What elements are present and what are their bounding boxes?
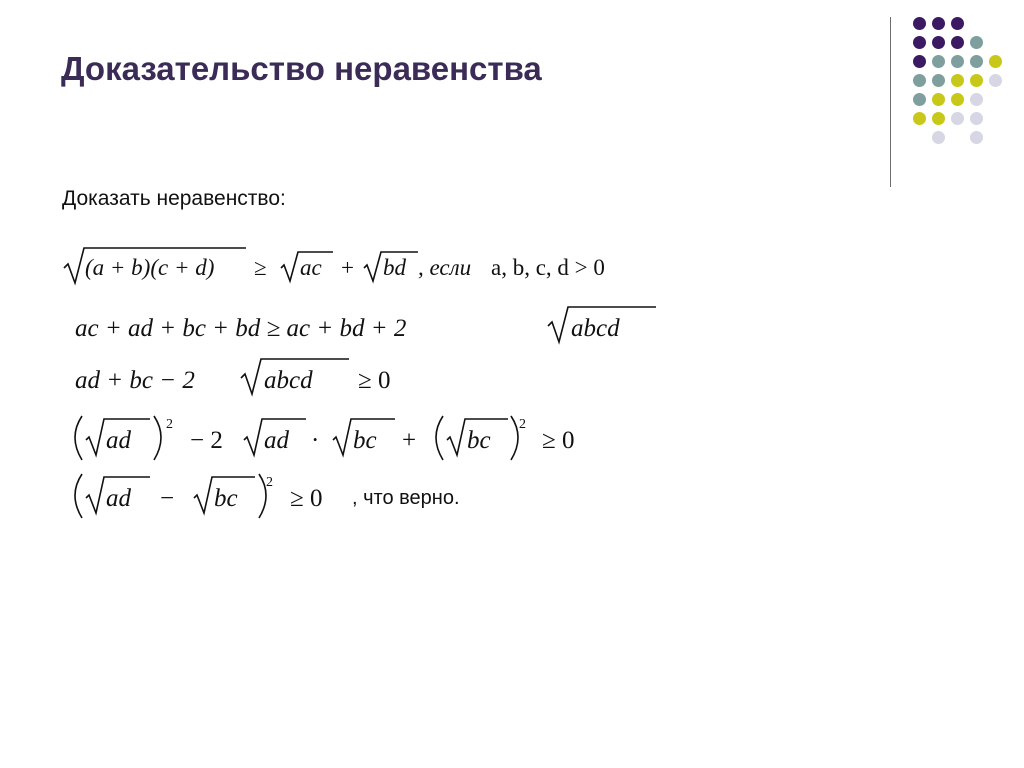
radicand: ad [106,485,131,512]
radicand: (a + b)(c + d) [85,255,215,280]
term: ac [300,255,322,280]
expression: ad + bc − 2 [75,367,195,394]
operator: · [311,427,320,454]
radicand: bc [467,427,491,454]
right-paren [511,416,518,460]
left-paren [75,474,82,518]
math-line-5 [75,474,322,518]
relation: ≥ [254,255,267,280]
radicand: bc [353,427,377,454]
operator: − [160,485,175,512]
right-paren [259,474,266,518]
exponent: 2 [166,417,173,432]
math-line-2 [75,307,656,342]
operator: + [402,427,417,454]
left-paren [75,416,82,460]
term: bd [383,255,406,280]
operator: − 2 [190,427,223,454]
radicand: abcd [571,315,620,342]
condition-word: , если [418,255,472,280]
radicand: bc [214,485,238,512]
intro-text: Доказать неравенство: [62,187,286,210]
left-paren [436,416,443,460]
exponent: 2 [266,475,273,490]
expression: ac + ad + bc + bd ≥ ac + bd + 2 [75,315,407,342]
radicand: ad [106,427,131,454]
conclusion-text: , что верно. [352,487,460,509]
math-line-3 [75,359,390,394]
relation: ≥ 0 [290,485,323,512]
operator: + [341,255,354,280]
radicand: abcd [264,367,313,394]
condition: a, b, c, d > 0 [491,255,605,280]
relation: ≥ 0 [358,367,391,394]
relation: ≥ 0 [542,427,575,454]
math-line-4 [75,416,574,460]
slide-title: Доказательство неравенства [61,50,542,87]
radicand: ad [264,427,289,454]
exponent: 2 [519,417,526,432]
math-line-1 [64,248,605,283]
right-paren [154,416,161,460]
